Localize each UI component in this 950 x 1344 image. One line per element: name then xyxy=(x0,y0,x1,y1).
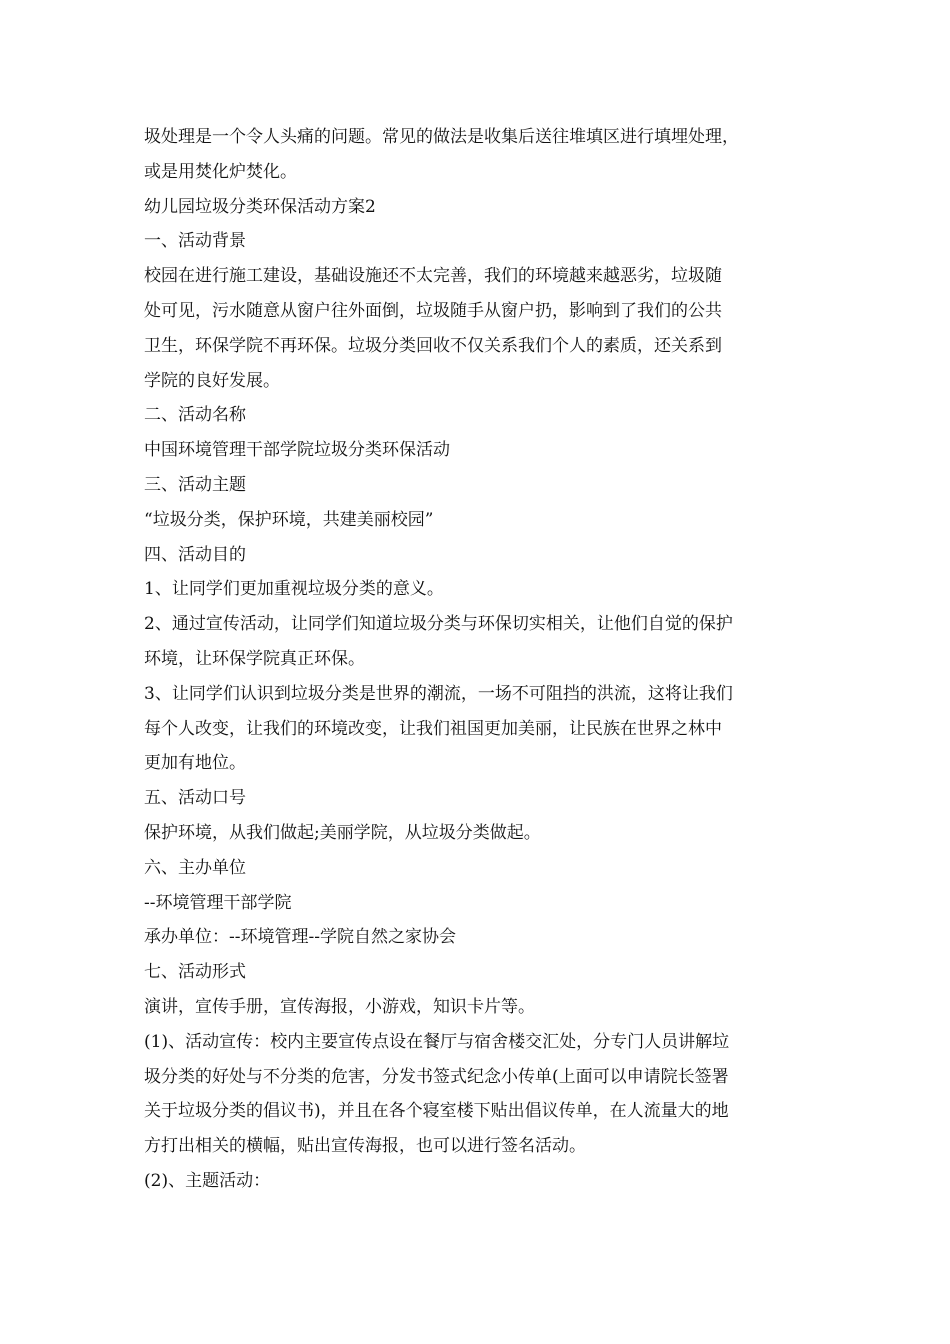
paragraph-line: 关于垃圾分类的倡议书)，并且在各个寝室楼下贴出倡议传单，在人流量大的地 xyxy=(144,1101,729,1122)
list-item: 2、通过宣传活动，让同学们知道垃圾分类与环保切实相关，让他们自觉的保护 xyxy=(144,614,733,635)
section-heading: 一、活动背景 xyxy=(144,231,246,252)
section-heading: 七、活动形式 xyxy=(144,962,246,983)
paragraph-line: 学院的良好发展。 xyxy=(144,370,280,391)
list-item: (1)、活动宣传：校内主要宣传点设在餐厅与宿舍楼交汇处，分专门人员讲解垃 xyxy=(144,1031,730,1052)
paragraph-line: 更加有地位。 xyxy=(144,753,246,774)
document-body xyxy=(144,120,812,1199)
paragraph-line: 每个人改变，让我们的环境改变，让我们祖国更加美丽，让民族在世界之林中 xyxy=(144,718,722,739)
section-heading: 二、活动名称 xyxy=(144,405,246,426)
section-heading: 四、活动目的 xyxy=(144,544,246,565)
paragraph-line: 演讲，宣传手册，宣传海报，小游戏，知识卡片等。 xyxy=(144,996,535,1017)
list-item: 3、让同学们认识到垃圾分类是世界的潮流，一场不可阻挡的洪流，这将让我们 xyxy=(144,683,733,704)
document-title: 幼儿园垃圾分类环保活动方案2 xyxy=(144,196,376,217)
paragraph-line: 或是用焚化炉焚化。 xyxy=(144,161,297,182)
list-item: (2)、主题活动： xyxy=(144,1170,271,1191)
paragraph-line: 环境，让环保学院真正环保。 xyxy=(144,648,365,669)
section-heading: 六、主办单位 xyxy=(144,857,246,878)
paragraph-line: 校园在进行施工建设，基础设施还不太完善，我们的环境越来越恶劣，垃圾随 xyxy=(144,266,722,287)
paragraph-line: 中国环境管理干部学院垃圾分类环保活动 xyxy=(144,440,450,461)
paragraph-line: --环境管理干部学院 xyxy=(144,892,292,913)
list-item: 1、让同学们更加重视垃圾分类的意义。 xyxy=(144,579,444,600)
paragraph-line: “垃圾分类，保护环境，共建美丽校园” xyxy=(144,509,434,530)
section-heading: 五、活动口号 xyxy=(144,788,246,809)
paragraph-line: 处可见，污水随意从窗户往外面倒，垃圾随手从窗户扔，影响到了我们的公共 xyxy=(144,300,722,321)
paragraph-line: 保护环境，从我们做起;美丽学院，从垃圾分类做起。 xyxy=(144,822,541,843)
paragraph-line: 圾分类的好处与不分类的危害，分发书签式纪念小传单(上面可以申请院长签署 xyxy=(144,1066,729,1087)
section-heading: 三、活动主题 xyxy=(144,474,246,495)
paragraph-line: 方打出相关的横幅，贴出宣传海报，也可以进行签名活动。 xyxy=(144,1136,586,1157)
paragraph-line: 圾处理是一个令人头痛的问题。常见的做法是收集后送往堆填区进行填埋处理， xyxy=(144,127,739,147)
paragraph-line: 承办单位：--环境管理--学院自然之家协会 xyxy=(144,927,456,948)
paragraph-line: 卫生，环保学院不再环保。垃圾分类回收不仅关系我们个人的素质，还关系到 xyxy=(144,335,722,356)
